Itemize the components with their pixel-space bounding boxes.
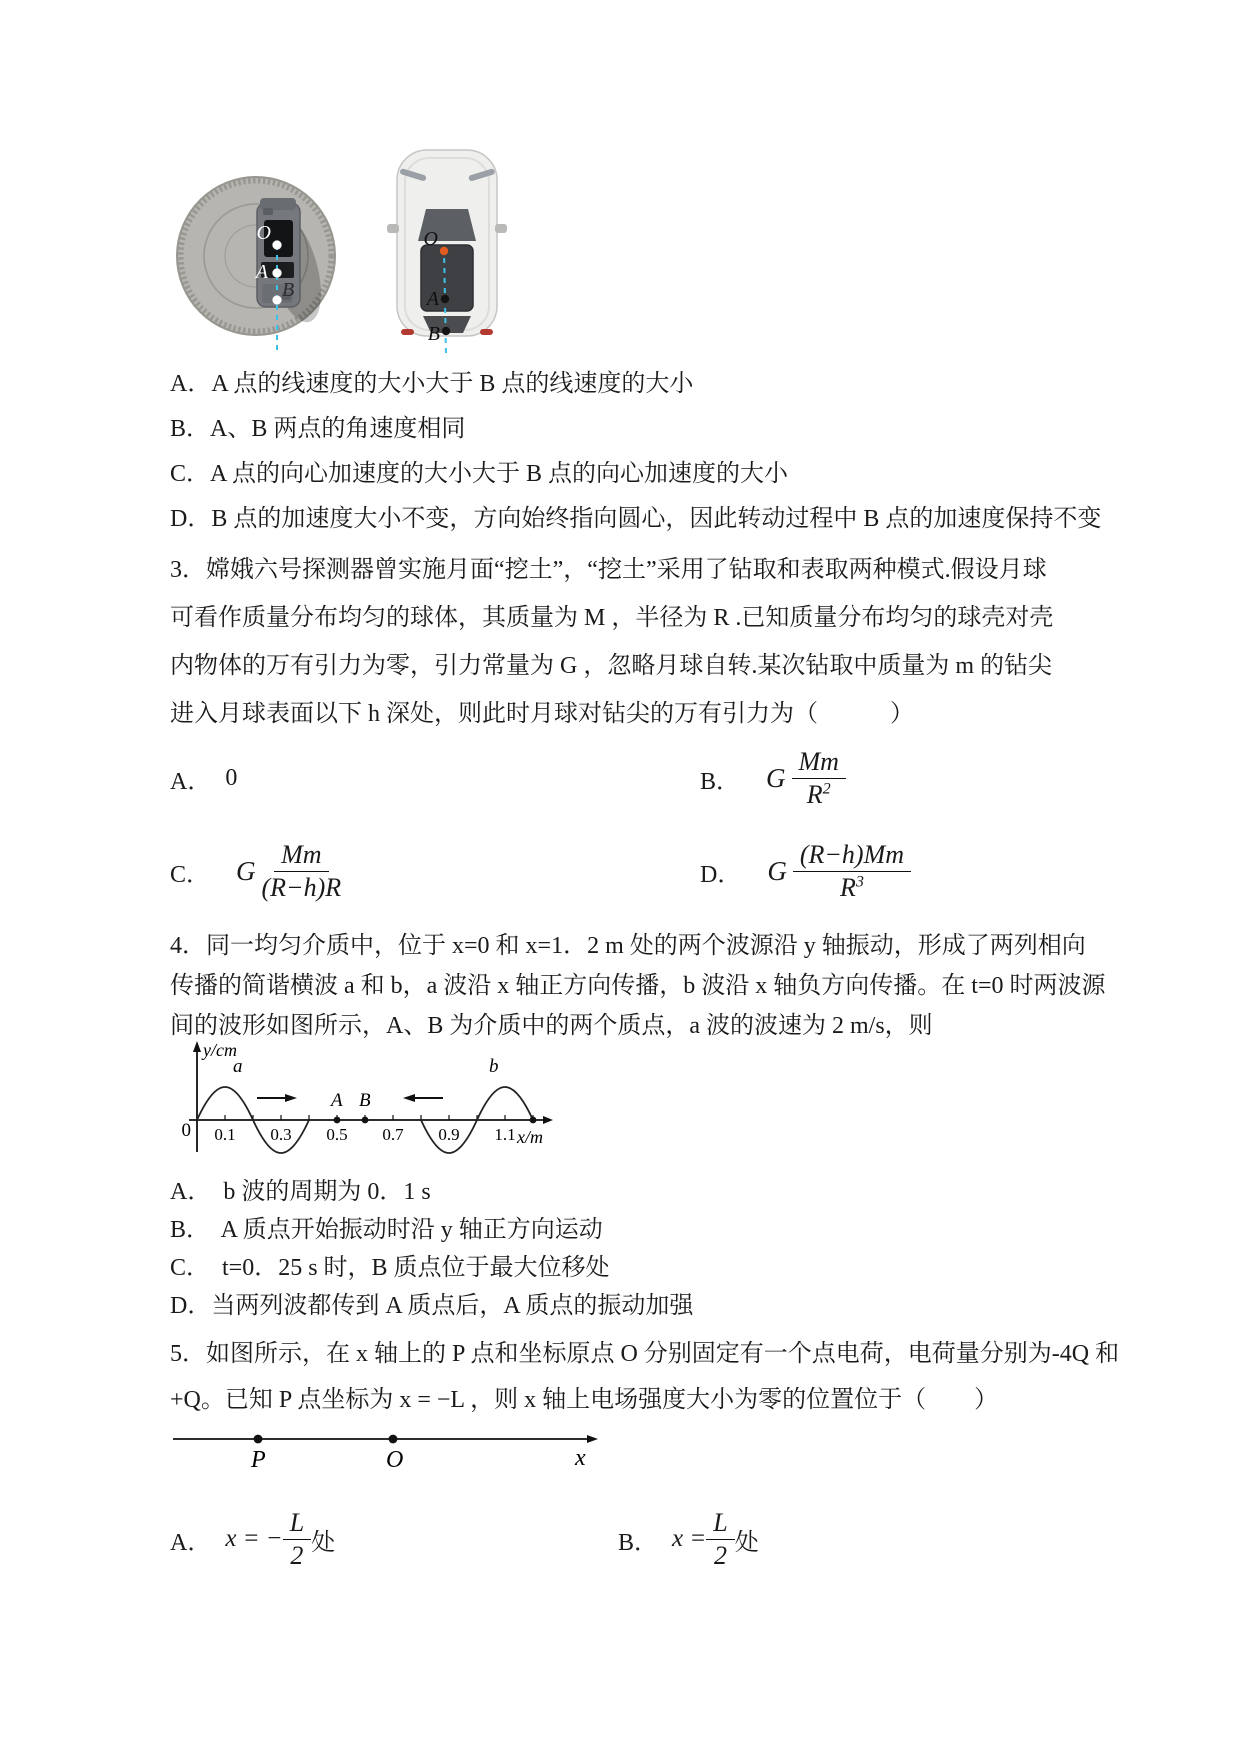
q5-option-a [170,1506,335,1572]
q3-option-b-g: G [766,762,786,793]
q4-option-d: D．当两列波都传到 A 质点后，A 质点的振动加强 [170,1293,694,1319]
wave-tick-0-1: 0.1 [214,1125,236,1144]
axis-point-p-label: P [251,1447,266,1473]
q2-option-a: A．A 点的线速度的大小大于 B 点的线速度的大小 [170,371,694,397]
q4-line-1: 4．同一均匀介质中，位于 x=0 和 x=1．2 m 处的两个波源沿 y 轴振动，形成了两列相向 [170,933,1086,959]
q3-line-1: 3．嫦娥六号探测器曾实施月面“挖土”，“挖土”采用了钻取和表取两种模式.假设月球 [170,557,1047,583]
q5-option-a-suffix: 处 [311,1529,336,1556]
car-top-view [383,146,513,358]
wave-tick-0-7: 0.7 [382,1125,404,1144]
car-mirror-left [387,224,399,233]
q3-option-d-fraction: $\frac{(R-h)Mm}{R^3}$ [793,840,911,902]
wave-tick-0-9: 0.9 [438,1125,460,1144]
turntable-point-a-label: A [255,261,268,283]
q5-option-b-numerator: L [706,1508,734,1540]
q5-option-b-fraction [706,1508,734,1570]
q5-option-b-denominator: 2 [713,1541,727,1570]
q5-option-b-label: B． [618,1529,659,1556]
figure-turntable [168,146,353,361]
q4-line-3: 间的波形如图所示，A、B 为介质中的两个质点，a 波的波速为 2 m/s，则 [170,1013,933,1039]
q4-option-b: B． A 质点开始振动时沿 y 轴正方向运动 [170,1217,603,1243]
q4-stem [170,926,1106,1046]
charge-axis-diagram [165,1423,605,1473]
turntable-point-b-label: B [282,279,295,301]
wave-a-label: a [233,1056,243,1077]
q3-line-3: 内物体的万有引力为零，引力常量为 G ，忽略月球自转.某次钻取中质量为 m 的钻尖 [170,653,1052,679]
car-point-a-label: A [426,288,439,310]
q3-option-b [700,737,846,819]
q5-option-a-label: A． [170,1529,212,1556]
q5-option-b [618,1506,759,1572]
q3-option-b-label: B． [700,768,741,795]
q3-option-c-fraction [262,840,342,902]
wave-b-label: b [489,1056,499,1077]
q5-stem [170,1331,1120,1423]
wave-x-axis-label: x/m [517,1127,543,1147]
q3-option-d-numerator: (R−h)Mm [793,840,911,872]
q3-option-a-label: A． [170,768,212,795]
q3-option-c-label: C． [170,861,211,888]
figure-car [383,146,513,358]
wave-tick-0-5: 0.5 [326,1125,348,1144]
car-point-b-label: B [427,323,440,345]
q5-line-2: +Q。已知 P 点坐标为 x = −L ，则 x 轴上电场强度大小为零的位置位于（ ） [170,1387,999,1413]
q3-option-d [700,828,911,914]
q5-option-b-prefix: x = [672,1525,707,1552]
q4-option-c: C． t=0．25 s 时，B 质点位于最大位移处 [170,1255,610,1281]
q4-options [170,1173,693,1325]
q5-option-a-denominator: 2 [290,1541,304,1570]
wave-a-direction-arrow [257,1094,297,1102]
q4-option-a: A． b 波的周期为 0．1 s [170,1179,431,1205]
q2-option-c: C．A 点的向心加速度的大小大于 B 点的向心加速度的大小 [170,461,789,487]
q3-stem [170,546,1090,738]
q3-option-b-numerator: Mm [792,747,846,779]
axis-point-o-label: O [386,1447,404,1473]
wave-diagram [155,1040,555,1158]
turntable-point-o-label: O [256,222,271,244]
q5-option-a-fraction [283,1508,311,1570]
car-point-o-label: O [423,228,438,250]
q3-line-4: 进入月球表面以下 h 深处，则此时月球对钻尖的万有引力为（ ） [170,701,914,727]
q5-option-a-prefix: x = − [225,1525,283,1552]
q3-option-c [170,830,341,912]
q3-line-2: 可看作质量分布均匀的球体，其质量为 M ，半径为 R .已知质量分布均匀的球壳对壳 [170,605,1054,631]
wave-b-direction-arrow [403,1094,443,1102]
q5-line-1: 5．如图所示，在 x 轴上的 P 点和坐标原点 O 分别固定有一个点电荷，电荷量分别为-4Q 和 [170,1341,1120,1367]
q2-options [170,362,1101,542]
wave-point-a-label: A [331,1090,343,1111]
q3-option-a-value: 0 [225,764,238,791]
q2-option-b: B．A、B 两点的角速度相同 [170,416,466,442]
wave-y-axis-label: y/cm [203,1040,237,1060]
q3-option-a [170,758,237,798]
wave-origin-label: 0 [181,1120,191,1141]
q3-option-c-numerator: Mm [274,840,328,872]
q5-option-a-numerator: L [283,1508,311,1540]
q3-option-c-denominator: (R−h)R [261,873,342,902]
turntable-photo [168,146,353,361]
figure-charge-axis [165,1423,605,1473]
q4-line-2: 传播的简谐横波 a 和 b，a 波沿 x 轴正方向传播，b 波沿 x 轴负方向传播。在 t=0 时两波源 [170,973,1106,999]
q3-option-b-fraction: $\frac{Mm}{R^2}$ [792,747,846,809]
q3-option-d-label: D． [700,861,742,888]
wave-point-b-label: B [359,1090,371,1111]
q5-option-b-suffix: 处 [734,1529,759,1556]
wave-tick-0-3: 0.3 [270,1125,292,1144]
q2-option-d: D．B 点的加速度大小不变，方向始终指向圆心，因此转动过程中 B 点的加速度保持不变 [170,506,1102,532]
axis-x-label: x [575,1445,586,1471]
figure-wave-diagram [155,1040,555,1158]
car-mirror-right [495,224,507,233]
wave-tick-1-1: 1.1 [494,1125,516,1144]
q3-option-c-g: G [236,855,256,886]
q3-option-d-g: G [767,855,787,886]
